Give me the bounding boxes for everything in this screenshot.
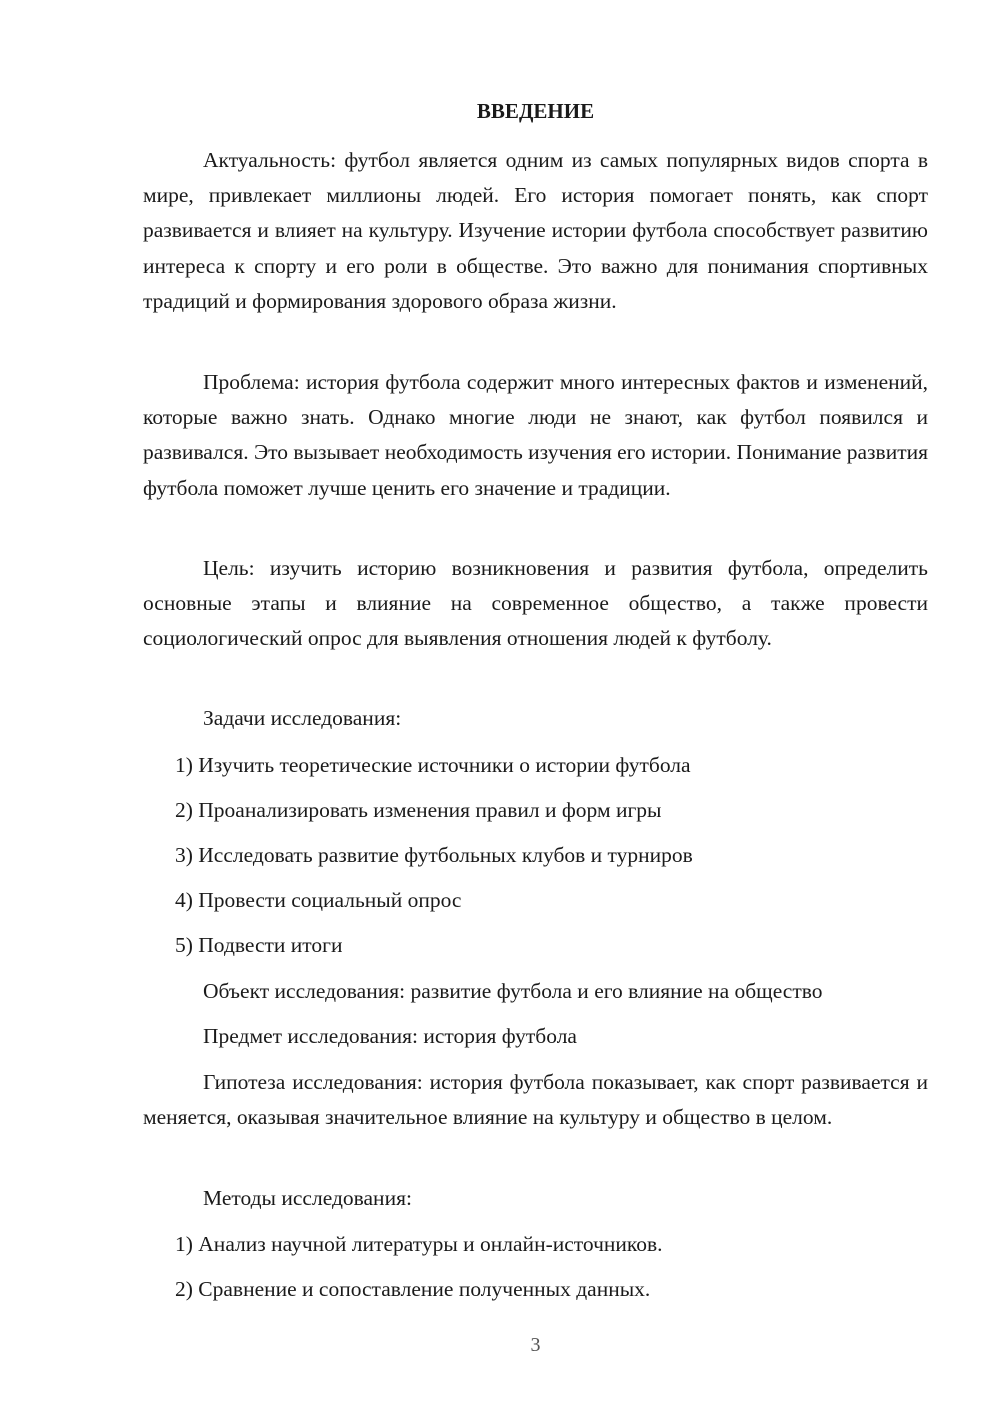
section-heading: ВВЕДЕНИЕ bbox=[476, 99, 595, 123]
goal-paragraph: Цель: изучить историю возникновения и развития футбола, определить основные этапы и влияние на современное общество, а также провести социологический опрос для выявления отношения людей к футболу. bbox=[143, 556, 928, 651]
task-item: 2) Проанализировать изменения правил и форм игры bbox=[175, 798, 662, 822]
document-page bbox=[143, 0, 928, 1414]
problem-paragraph: Проблема: история футбола содержит много интересных фактов и изменений, которые важно знать. Однако многие люди не знают, как футбол появился и развивался. Это вызывает необходимость изучения его истории. Понимание развития футбола поможет лучше ценить его значение и традиции. bbox=[143, 370, 928, 500]
hypothesis-paragraph: Гипотеза исследования: история футбола показывает, как спорт развивается и меняется, оказывая значительное влияние на культуру и общество в целом. bbox=[143, 1070, 928, 1130]
tasks-heading: Задачи исследования: bbox=[203, 706, 402, 730]
task-item: 1) Изучить теоретические источники о истории футбола bbox=[175, 753, 691, 777]
task-item: 3) Исследовать развитие футбольных клубов и турниров bbox=[175, 843, 693, 867]
method-item: 2) Сравнение и сопоставление полученных данных. bbox=[175, 1277, 651, 1301]
task-item: 4) Провести социальный опрос bbox=[175, 888, 462, 912]
relevance-paragraph: Актуальность: футбол является одним из самых популярных видов спорта в мире, привлекает миллионы людей. Его история помогает понять, как спорт развивается и влияет на культуру. Изучение истории футбола способствует развитию интереса к спорту и его роли в обществе. Это важно для понимания спортивных традиций и формирования здорового образа жизни. bbox=[143, 148, 928, 313]
task-item: 5) Подвести итоги bbox=[175, 933, 343, 957]
page-number: 3 bbox=[530, 1334, 541, 1356]
methods-heading: Методы исследования: bbox=[203, 1186, 412, 1210]
research-object: Объект исследования: развитие футбола и его влияние на общество bbox=[203, 979, 823, 1003]
method-item: 1) Анализ научной литературы и онлайн-источников. bbox=[175, 1232, 663, 1256]
research-subject: Предмет исследования: история футбола bbox=[203, 1024, 577, 1048]
